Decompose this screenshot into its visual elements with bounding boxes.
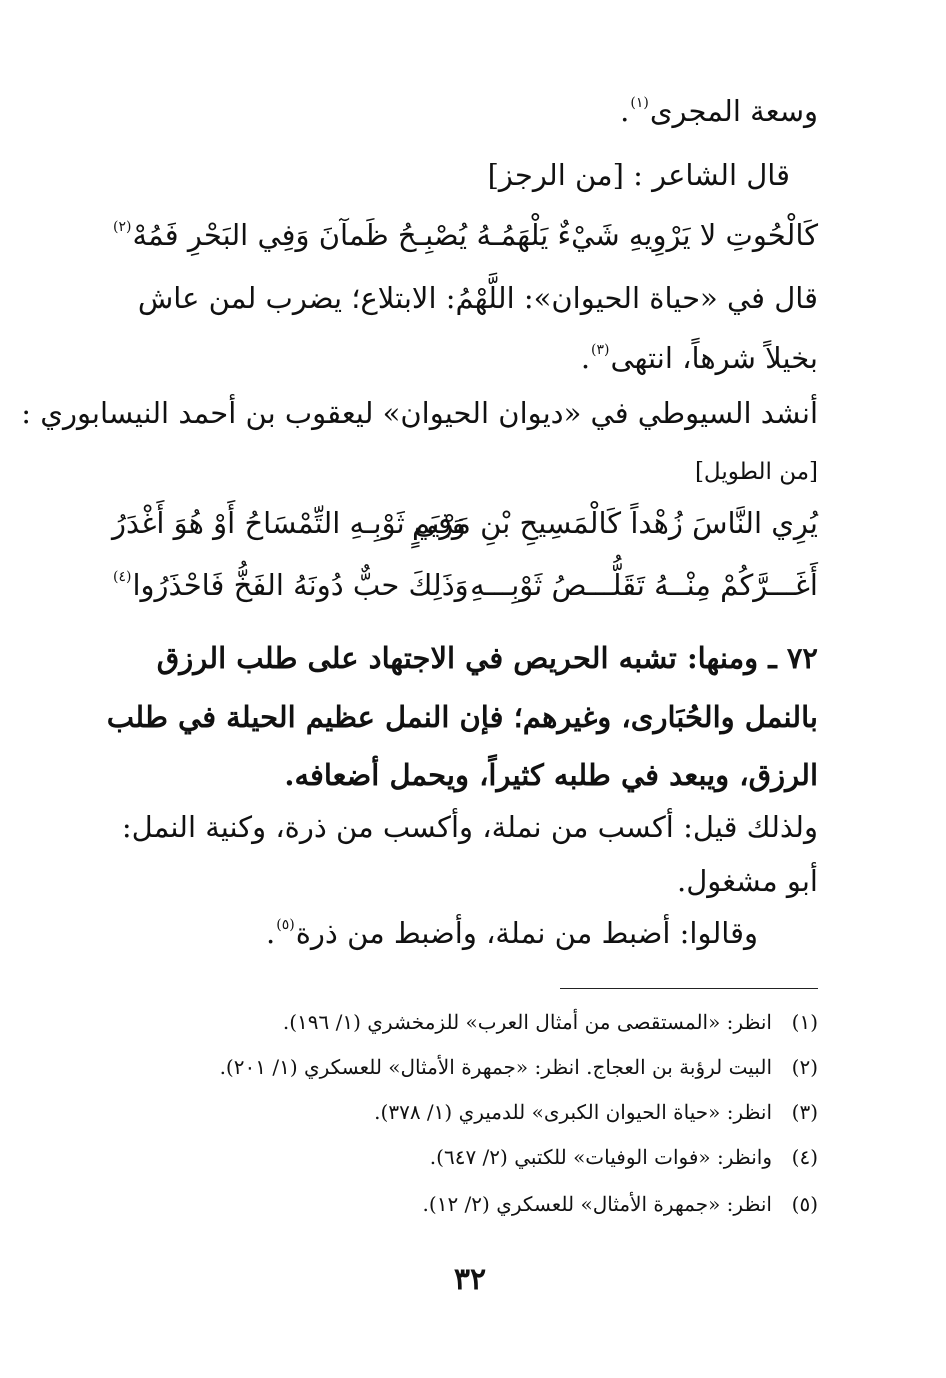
text-span: وسعة المجرى (649, 94, 818, 128)
section-heading-line: بالنمل والحُبَارى، وغيرهم؛ فإن النمل عظيم الحيلة في طلب (106, 700, 818, 734)
footnote-ref: (٥) (276, 917, 295, 933)
text-span: وَذَلِكَ حبٌّ دُونَهُ الفَخُّ فَاحْذَرُوا (132, 568, 469, 602)
footnote-text: انظر: «حياة الحيوان الكبرى» للدميري (١/ ٣٧٨). (374, 1100, 772, 1124)
verse-hemistich-right: يُرِي النَّاسَ زُهْداً كَالْمَسِيحِ بْنِ مَرْيَمٍ (412, 506, 818, 540)
text-line: قال في «حياة الحيوان»: اللَّهْمُ: الابتلاع؛ يضرب لمن عاش (137, 281, 818, 315)
section-heading-line: ٧٢ ـ ومنها: تشبه الحريص في الاجتهاد على طلب الرزق (156, 641, 818, 675)
footnote-text: انظر: «جمهرة الأمثال» للعسكري (٢/ ١٢). (422, 1192, 772, 1216)
footnote-ref: (٤) (113, 569, 132, 585)
text-line: أنشد السيوطي في «ديوان الحيوان» ليعقوب بن أحمد النيسابوري : (21, 396, 818, 430)
footnote-number: (٤) (791, 1145, 818, 1169)
footnote-item (430, 1145, 818, 1169)
footnote-item (283, 1010, 818, 1034)
footnote-ref: (٣) (591, 342, 610, 358)
verse-hemistich-left: وَفِي ثَوْبِـهِ التِّمْسَاحُ أَوْ هُوَ أَغْدَرُ (112, 506, 466, 540)
text-line: ولذلك قيل: أكسب من نملة، وأكسب من ذرة، وكنية النمل: (121, 810, 818, 844)
section-heading-line: الرزق، ويبعد في طلبه كثيراً، ويحمل أضعافه. (284, 758, 818, 792)
meter-label: [من الطويل] (694, 459, 818, 485)
text-span: يُصْبِـحُ ظَمآنَ وَفِي البَحْرِ فَمُهْ (132, 218, 468, 252)
text-span: بخيلاً شرهاً، انتهى (610, 341, 818, 375)
text-line (620, 96, 818, 128)
verse-hemistich-left (112, 570, 469, 602)
text-line: أبو مشغول. (677, 864, 818, 898)
text-span: . (620, 94, 630, 128)
footnote-item (220, 1055, 818, 1079)
page-number: ٣٢ (453, 1262, 487, 1297)
footnote-ref: (١) (630, 95, 649, 111)
footnote-number: (٣) (791, 1100, 818, 1124)
footnote-item (374, 1100, 818, 1124)
text-line: قال الشاعر : [من الرجز] (487, 158, 790, 192)
footnote-text: البيت لرؤبة بن العجاج. انظر: «جمهرة الأمثال» للعسكري (١/ ٢٠١). (219, 1055, 772, 1079)
footnote-number: (١) (791, 1010, 818, 1034)
verse-hemistich-left (112, 220, 467, 252)
footnote-divider (560, 988, 818, 989)
text-line (581, 343, 818, 375)
text-line (266, 918, 758, 950)
verse-hemistich-right: أَغَـــرَّكُمْ مِنْــهُ تَقَلُّـــصُ ثَوْبِـــهِ (470, 568, 818, 602)
text-span: . (580, 341, 591, 375)
footnote-item (423, 1192, 818, 1216)
footnote-number: (٢) (791, 1055, 818, 1079)
text-span: وقالوا: أضبط من نملة، وأضبط من ذرة (295, 916, 758, 950)
text-span: . (266, 916, 276, 950)
verse-hemistich-right: كَالْحُوتِ لا يَرْوِيهِ شَيْءٌ يَلْهَمُـهُ (476, 218, 818, 252)
footnote-ref: (٢) (113, 219, 132, 235)
footnote-text: وانظر: «فوات الوفيات» للكتبي (٢/ ٦٤٧). (429, 1145, 772, 1169)
footnote-number: (٥) (791, 1192, 818, 1216)
footnote-text: انظر: «المستقصى من أمثال العرب» للزمخشري (١/ ١٩٦). (282, 1010, 772, 1034)
